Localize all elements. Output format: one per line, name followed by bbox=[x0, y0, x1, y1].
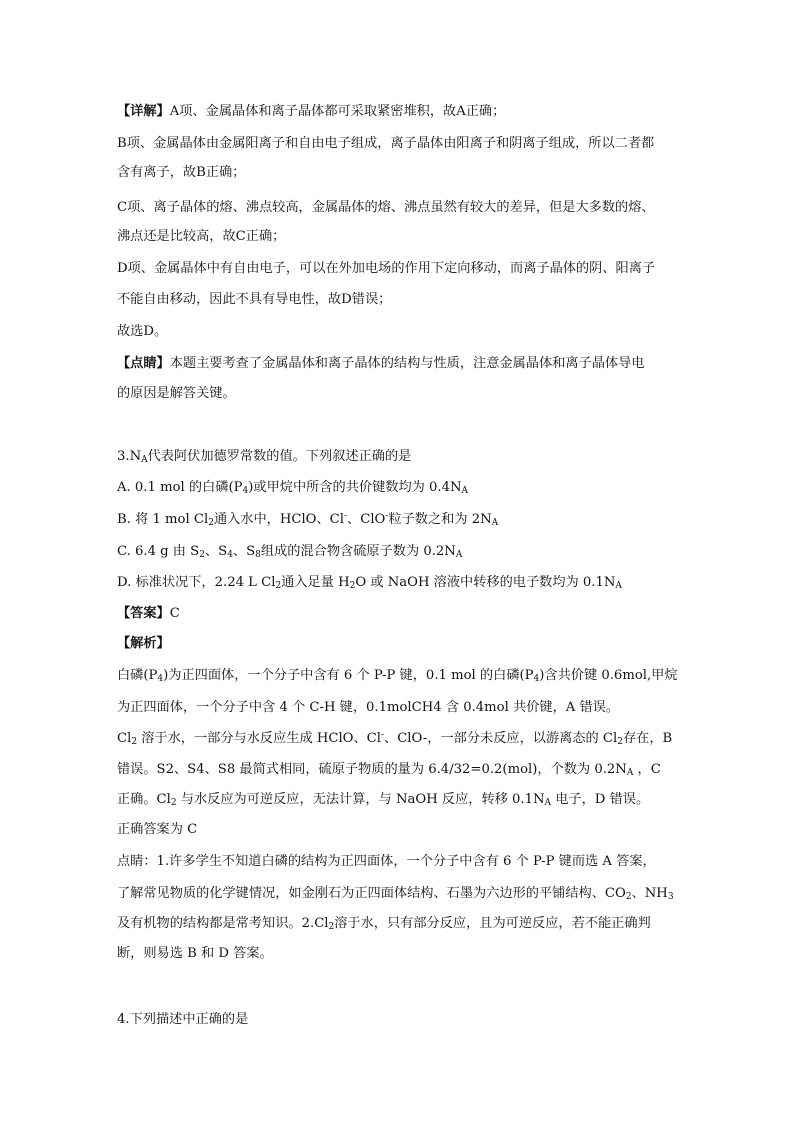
detail-line-6: D项、金属晶体中有自由电子，可以在外加电场的作用下定向移动，而离子晶体的阴、阳离子 bbox=[117, 261, 656, 276]
analysis-tag: 【解析】 bbox=[117, 636, 170, 651]
point-line-2: 的原因是解答关键。 bbox=[117, 386, 236, 401]
detail-line-4: C项、离子晶体的熔、沸点较高，金属晶体的熔、沸点虽然有较大的差异，但是大多数的熔、 bbox=[117, 200, 655, 215]
option-d: D. 标准状况下，2.24 L $Cl_2$通入足量 $H_2O$ 或 NaOH 溶液中转移的电子数均为 $0.1N_A$ bbox=[117, 575, 622, 591]
detail-line-8: 故选D。 bbox=[117, 324, 168, 339]
detail-tag: 【详解】 bbox=[117, 104, 170, 119]
correct-answer-line: 正确答案为 C bbox=[117, 822, 198, 837]
option-a: A. 0.1 mol 的白磷$(P_4)$或甲烷中所含的共价键数均为 $0.4N_A$ bbox=[117, 480, 469, 496]
analysis-line-4: 错误。S2、S4、S8 最简式相同，硫原子物质的量为 6.4/32=0.2(mol)，个数为 $0.2N_A$ ，C bbox=[117, 762, 661, 778]
option-c: C. 6.4 g 由 $S_2$、$S_4$、$S_8$组成的混合物含硫原子数为 $0.2N_A$ bbox=[117, 544, 463, 560]
tips-line-3: 及有机物的结构都是常考知识。$2.Cl_2$溶于水，只有部分反应，且为可逆反应，若不能正确判 bbox=[117, 916, 651, 932]
answer-line bbox=[117, 604, 180, 624]
detail-line-1: 【详解】A项、金属晶体和离子晶体都可采取紧密堆积，故A正确； bbox=[117, 104, 506, 119]
tips-line-1: 点睛：1.许多学生不知道白磷的结构为正四面体，一个分子中含有 6 个 P-P 键而选 A 答案， bbox=[117, 854, 656, 869]
option-b: B. 将 1 mol $Cl_2$通入水中，HClO、Cl-、ClO-粒子数之和为 $2N_A$ bbox=[117, 511, 499, 528]
detail-line-2: B项、金属晶体由金属阳离子和自由电子组成，离子晶体由阳离子和阴离子组成，所以二者都 bbox=[117, 136, 655, 151]
detail-line-5: 沸点还是比较高，故C正确； bbox=[117, 229, 286, 244]
point-line-1: 【点睛】本题主要考查了金属晶体和离子晶体的结构与性质，注意金属晶体和离子晶体导电 bbox=[117, 356, 645, 371]
tips-line-4: 断，则易选 B 和 D 答案。 bbox=[117, 946, 273, 961]
analysis-line-2: 为正四面体，一个分子中含 4 个 C-H 键，0.1molCH4 含 0.4mol 共价键，A 错误。 bbox=[117, 700, 620, 715]
analysis-line-3: $Cl_2$ 溶于水，一部分与水反应生成 HClO、Cl-、ClO-，一部分未反应，以游离态的 $Cl_2$存在，B bbox=[117, 730, 673, 747]
answer-tag: 【答案】 bbox=[117, 606, 170, 621]
detail-line-3: 含有离子，故B正确； bbox=[117, 165, 246, 180]
tips-line-2: 了解常见物质的化学键情况，如金刚石为正四面体结构、石墨为六边形的平铺结构、$CO_2$、$NH_3$ bbox=[117, 886, 674, 902]
detail-line-7: 不能自由移动，因此不具有导电性，故D错误； bbox=[117, 292, 392, 307]
analysis-line-5: 正确。$Cl_2$ 与水反应为可逆反应，无法计算，与 NaOH 反应，转移 $0.1N_A$ 电子，D 错误。 bbox=[117, 792, 650, 808]
answer-value: C bbox=[169, 606, 180, 621]
question-4-stem: 4.下列描述中正确的是 bbox=[117, 1012, 249, 1027]
analysis-line-1: 白磷$(P_4)$为正四面体，一个分子中含有 6 个 P-P 键，0.1 mol 的白磷$(P_4)$含共价键 0.6mol,甲烷 bbox=[117, 668, 678, 684]
question-3-stem: $3.N_A$代表阿伏加德罗常数的值。下列叙述正确的是 bbox=[117, 449, 412, 465]
point-tag: 【点睛】 bbox=[117, 356, 170, 371]
